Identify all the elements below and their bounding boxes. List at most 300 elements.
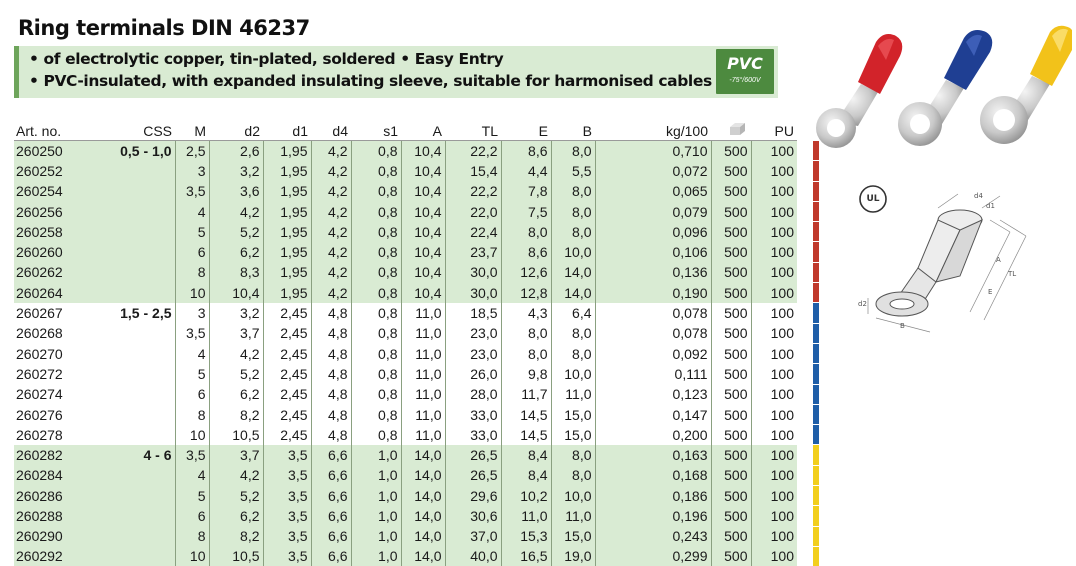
cell-s1: 0,8 <box>351 201 401 221</box>
drawing-label-a: A <box>996 256 1001 264</box>
header-d4: d4 <box>311 121 351 141</box>
cell-pu: 100 <box>751 262 797 282</box>
cell-a: 11,0 <box>401 303 445 323</box>
color-marker <box>813 201 819 221</box>
header-pu: PU <box>751 121 797 141</box>
cell-d1: 1,95 <box>263 161 311 181</box>
cell-b: 10,0 <box>551 364 595 384</box>
cell-b: 15,0 <box>551 526 595 546</box>
cell-m: 5 <box>175 486 209 506</box>
cell-d2: 5,2 <box>209 486 263 506</box>
cell-m: 3,5 <box>175 445 209 465</box>
cell-e: 12,6 <box>501 262 551 282</box>
cell-css <box>85 283 175 303</box>
table-row <box>14 526 819 546</box>
cell-s1: 0,8 <box>351 303 401 323</box>
header-kg: kg/100 <box>595 121 711 141</box>
cell-b: 15,0 <box>551 404 595 424</box>
cell-kg: 0,168 <box>595 465 711 485</box>
cell-e: 11,0 <box>501 506 551 526</box>
color-marker <box>813 506 819 526</box>
cell-d2: 5,2 <box>209 222 263 242</box>
cell-pu: 100 <box>751 445 797 465</box>
table-row <box>14 404 819 424</box>
cell-a: 11,0 <box>401 343 445 363</box>
table-row <box>14 242 819 262</box>
cell-d1: 1,95 <box>263 201 311 221</box>
cell-d1: 3,5 <box>263 526 311 546</box>
cell-art-no: 260288 <box>14 506 85 526</box>
svg-text:UL: UL <box>866 194 879 204</box>
cell-tl: 15,4 <box>445 161 501 181</box>
cell-tl: 33,0 <box>445 425 501 445</box>
cell-pu: 100 <box>751 222 797 242</box>
cell-m: 10 <box>175 546 209 566</box>
cell-e: 15,3 <box>501 526 551 546</box>
cell-m: 6 <box>175 506 209 526</box>
table-row <box>14 141 819 161</box>
cell-pack-icon: 500 <box>711 465 751 485</box>
cell-pack-icon: 500 <box>711 323 751 343</box>
cell-css <box>85 323 175 343</box>
blue-ring-terminal <box>898 30 992 146</box>
cell-tl: 26,5 <box>445 445 501 465</box>
cell-e: 8,6 <box>501 242 551 262</box>
cell-pack-icon: 500 <box>711 445 751 465</box>
cell-pu: 100 <box>751 323 797 343</box>
header-s1: s1 <box>351 121 401 141</box>
color-marker <box>813 425 819 445</box>
cell-m: 3 <box>175 303 209 323</box>
cell-m: 6 <box>175 242 209 262</box>
cell-pack-icon: 500 <box>711 141 751 161</box>
cell-a: 14,0 <box>401 486 445 506</box>
color-marker <box>813 283 819 303</box>
cell-m: 8 <box>175 404 209 424</box>
cell-css <box>85 161 175 181</box>
cell-e: 14,5 <box>501 425 551 445</box>
table-row <box>14 343 819 363</box>
cell-art-no: 260284 <box>14 465 85 485</box>
cell-kg: 0,123 <box>595 384 711 404</box>
cell-art-no: 260274 <box>14 384 85 404</box>
spec-table-wrap <box>14 121 819 566</box>
cell-tl: 22,2 <box>445 181 501 201</box>
cell-pu: 100 <box>751 141 797 161</box>
cell-s1: 0,8 <box>351 404 401 424</box>
cell-d2: 8,3 <box>209 262 263 282</box>
cell-b: 8,0 <box>551 445 595 465</box>
cell-tl: 29,6 <box>445 486 501 506</box>
cell-pu: 100 <box>751 546 797 566</box>
cell-b: 8,0 <box>551 141 595 161</box>
cell-a: 11,0 <box>401 384 445 404</box>
cell-d4: 4,2 <box>311 161 351 181</box>
header-e: E <box>501 121 551 141</box>
cell-pu: 100 <box>751 465 797 485</box>
cell-d4: 6,6 <box>311 526 351 546</box>
cell-pack-icon: 500 <box>711 161 751 181</box>
cell-pu: 100 <box>751 486 797 506</box>
cell-css <box>85 465 175 485</box>
color-marker <box>813 303 819 323</box>
cell-d1: 2,45 <box>263 364 311 384</box>
cell-art-no: 260254 <box>14 181 85 201</box>
cell-css <box>85 486 175 506</box>
cell-pu: 100 <box>751 283 797 303</box>
cell-css <box>85 384 175 404</box>
cell-e: 11,7 <box>501 384 551 404</box>
color-marker <box>813 242 819 262</box>
cell-a: 10,4 <box>401 161 445 181</box>
cell-art-no: 260250 <box>14 141 85 161</box>
cell-d1: 2,45 <box>263 323 311 343</box>
cell-a: 14,0 <box>401 506 445 526</box>
cell-e: 9,8 <box>501 364 551 384</box>
cell-d2: 4,2 <box>209 201 263 221</box>
cell-b: 11,0 <box>551 384 595 404</box>
cell-d2: 2,6 <box>209 141 263 161</box>
cell-b: 8,0 <box>551 222 595 242</box>
drawing-label-tl: TL <box>1007 270 1016 278</box>
cell-s1: 0,8 <box>351 364 401 384</box>
table-row <box>14 465 819 485</box>
cell-art-no: 260286 <box>14 486 85 506</box>
cell-b: 8,0 <box>551 465 595 485</box>
cell-d2: 3,2 <box>209 161 263 181</box>
cell-kg: 0,078 <box>595 303 711 323</box>
cell-pu: 100 <box>751 303 797 323</box>
cell-b: 14,0 <box>551 262 595 282</box>
cell-a: 10,4 <box>401 222 445 242</box>
color-marker <box>813 343 819 363</box>
cell-e: 14,5 <box>501 404 551 424</box>
cell-pu: 100 <box>751 384 797 404</box>
cell-b: 11,0 <box>551 506 595 526</box>
cell-a: 11,0 <box>401 364 445 384</box>
cell-kg: 0,111 <box>595 364 711 384</box>
cell-art-no: 260272 <box>14 364 85 384</box>
table-row <box>14 262 819 282</box>
cell-tl: 30,6 <box>445 506 501 526</box>
yellow-ring-terminal <box>980 26 1072 144</box>
drawing-label-b: B <box>900 322 905 330</box>
cell-a: 11,0 <box>401 404 445 424</box>
cell-s1: 1,0 <box>351 486 401 506</box>
cell-d2: 10,4 <box>209 283 263 303</box>
cell-d2: 6,2 <box>209 384 263 404</box>
pvc-badge-label: PVC <box>716 54 774 73</box>
cell-d1: 1,95 <box>263 262 311 282</box>
cell-m: 5 <box>175 364 209 384</box>
cell-m: 3 <box>175 161 209 181</box>
cell-d2: 4,2 <box>209 343 263 363</box>
cell-css: 4 - 6 <box>85 445 175 465</box>
table-row <box>14 201 819 221</box>
cell-d2: 6,2 <box>209 506 263 526</box>
cell-a: 10,4 <box>401 181 445 201</box>
page-title: Ring terminals DIN 46237 <box>18 16 310 40</box>
cell-d4: 4,8 <box>311 404 351 424</box>
cell-d4: 4,2 <box>311 262 351 282</box>
cell-a: 14,0 <box>401 445 445 465</box>
cell-m: 4 <box>175 201 209 221</box>
cell-e: 7,5 <box>501 201 551 221</box>
drawing-label-e: E <box>988 288 992 296</box>
cell-e: 4,3 <box>501 303 551 323</box>
cell-s1: 1,0 <box>351 445 401 465</box>
cell-s1: 1,0 <box>351 526 401 546</box>
cell-d4: 6,6 <box>311 465 351 485</box>
cell-kg: 0,190 <box>595 283 711 303</box>
cell-kg: 0,072 <box>595 161 711 181</box>
cell-a: 11,0 <box>401 323 445 343</box>
cell-kg: 0,186 <box>595 486 711 506</box>
cell-kg: 0,243 <box>595 526 711 546</box>
cell-css <box>85 262 175 282</box>
cell-pack-icon: 500 <box>711 404 751 424</box>
cell-pu: 100 <box>751 201 797 221</box>
cell-a: 11,0 <box>401 425 445 445</box>
cell-pack-icon: 500 <box>711 242 751 262</box>
cell-s1: 0,8 <box>351 242 401 262</box>
color-marker <box>813 364 819 384</box>
cell-kg: 0,196 <box>595 506 711 526</box>
cell-s1: 0,8 <box>351 262 401 282</box>
cell-d4: 4,8 <box>311 425 351 445</box>
cell-d1: 1,95 <box>263 283 311 303</box>
table-row <box>14 161 819 181</box>
cell-pack-icon: 500 <box>711 526 751 546</box>
cell-d1: 2,45 <box>263 343 311 363</box>
cell-d4: 4,2 <box>311 283 351 303</box>
cell-pu: 100 <box>751 161 797 181</box>
cell-e: 8,0 <box>501 343 551 363</box>
cell-kg: 0,106 <box>595 242 711 262</box>
cell-a: 10,4 <box>401 201 445 221</box>
cell-d1: 2,45 <box>263 384 311 404</box>
table-row <box>14 364 819 384</box>
cell-d2: 3,7 <box>209 323 263 343</box>
cell-a: 10,4 <box>401 262 445 282</box>
cell-d4: 4,2 <box>311 242 351 262</box>
cell-kg: 0,136 <box>595 262 711 282</box>
cell-d1: 3,5 <box>263 465 311 485</box>
cell-tl: 22,4 <box>445 222 501 242</box>
color-marker <box>813 546 819 566</box>
cell-b: 8,0 <box>551 181 595 201</box>
color-marker <box>813 445 819 465</box>
table-row <box>14 181 819 201</box>
cell-pack-icon: 500 <box>711 425 751 445</box>
cell-m: 10 <box>175 425 209 445</box>
cell-a: 14,0 <box>401 546 445 566</box>
cell-kg: 0,710 <box>595 141 711 161</box>
cell-kg: 0,079 <box>595 201 711 221</box>
cell-kg: 0,092 <box>595 343 711 363</box>
cell-tl: 22,2 <box>445 141 501 161</box>
cell-css <box>85 526 175 546</box>
cell-d2: 10,5 <box>209 546 263 566</box>
header-a: A <box>401 121 445 141</box>
cell-pu: 100 <box>751 343 797 363</box>
cell-d1: 3,5 <box>263 445 311 465</box>
pvc-badge-temp: -75°/600V <box>716 77 774 84</box>
cell-css <box>85 201 175 221</box>
header-art-no: Art. no. <box>14 121 85 141</box>
cell-d1: 1,95 <box>263 141 311 161</box>
cell-s1: 0,8 <box>351 425 401 445</box>
cell-d2: 3,6 <box>209 181 263 201</box>
table-row <box>14 486 819 506</box>
cell-m: 10 <box>175 283 209 303</box>
cell-tl: 26,5 <box>445 465 501 485</box>
cell-m: 4 <box>175 343 209 363</box>
cell-tl: 37,0 <box>445 526 501 546</box>
cell-art-no: 260282 <box>14 445 85 465</box>
cell-art-no: 260260 <box>14 242 85 262</box>
cell-pack-icon: 500 <box>711 384 751 404</box>
cell-s1: 1,0 <box>351 465 401 485</box>
cell-e: 8,4 <box>501 465 551 485</box>
cell-d4: 4,8 <box>311 303 351 323</box>
cell-e: 4,4 <box>501 161 551 181</box>
cell-pu: 100 <box>751 404 797 424</box>
cell-css <box>85 364 175 384</box>
cell-d1: 1,95 <box>263 222 311 242</box>
cell-d1: 2,45 <box>263 425 311 445</box>
cell-tl: 18,5 <box>445 303 501 323</box>
cell-tl: 33,0 <box>445 404 501 424</box>
cell-art-no: 260252 <box>14 161 85 181</box>
cell-pack-icon: 500 <box>711 262 751 282</box>
cell-d1: 3,5 <box>263 506 311 526</box>
color-marker <box>813 222 819 242</box>
drawing-label-d2: d2 <box>858 300 867 308</box>
table-body <box>14 141 819 566</box>
cell-art-no: 260278 <box>14 425 85 445</box>
table-row <box>14 222 819 242</box>
header-tl: TL <box>445 121 501 141</box>
cell-pack-icon: 500 <box>711 486 751 506</box>
cell-pu: 100 <box>751 181 797 201</box>
table-row <box>14 506 819 526</box>
cell-b: 6,4 <box>551 303 595 323</box>
cell-d4: 4,8 <box>311 384 351 404</box>
cell-pu: 100 <box>751 506 797 526</box>
feature-line-1: • of electrolytic copper, tin-plated, soldered • Easy Entry <box>29 50 503 68</box>
cell-d4: 6,6 <box>311 506 351 526</box>
cell-art-no: 260262 <box>14 262 85 282</box>
cell-d1: 2,45 <box>263 404 311 424</box>
cell-d4: 4,2 <box>311 201 351 221</box>
cell-e: 12,8 <box>501 283 551 303</box>
cell-pack-icon: 500 <box>711 364 751 384</box>
cell-css <box>85 343 175 363</box>
cell-d4: 6,6 <box>311 486 351 506</box>
cell-css <box>85 546 175 566</box>
cell-a: 10,4 <box>401 283 445 303</box>
table-row <box>14 323 819 343</box>
cell-e: 8,4 <box>501 445 551 465</box>
cell-art-no: 260264 <box>14 283 85 303</box>
cell-s1: 0,8 <box>351 222 401 242</box>
color-marker <box>813 384 819 404</box>
drawing-label-d1: d1 <box>986 202 995 210</box>
cell-pu: 100 <box>751 364 797 384</box>
color-marker <box>813 323 819 343</box>
cell-pack-icon: 500 <box>711 201 751 221</box>
table-row <box>14 445 819 465</box>
cell-d4: 4,8 <box>311 323 351 343</box>
cell-m: 3,5 <box>175 181 209 201</box>
cell-a: 10,4 <box>401 141 445 161</box>
cell-b: 10,0 <box>551 242 595 262</box>
cell-s1: 1,0 <box>351 546 401 566</box>
cell-css <box>85 425 175 445</box>
cell-tl: 22,0 <box>445 201 501 221</box>
cell-art-no: 260268 <box>14 323 85 343</box>
cell-tl: 30,0 <box>445 262 501 282</box>
cell-css <box>85 506 175 526</box>
cell-e: 8,0 <box>501 222 551 242</box>
cell-e: 8,6 <box>501 141 551 161</box>
cell-d4: 4,2 <box>311 141 351 161</box>
cell-tl: 28,0 <box>445 384 501 404</box>
cell-b: 10,0 <box>551 486 595 506</box>
cell-art-no: 260292 <box>14 546 85 566</box>
red-ring-terminal <box>816 34 902 148</box>
table-header-row <box>14 121 819 141</box>
color-marker <box>813 181 819 201</box>
cell-d2: 8,2 <box>209 526 263 546</box>
cell-b: 8,0 <box>551 323 595 343</box>
cell-e: 7,8 <box>501 181 551 201</box>
cell-art-no: 260290 <box>14 526 85 546</box>
cell-d4: 4,8 <box>311 364 351 384</box>
cell-css <box>85 242 175 262</box>
cell-kg: 0,163 <box>595 445 711 465</box>
cell-pack-icon: 500 <box>711 283 751 303</box>
cell-m: 8 <box>175 526 209 546</box>
cell-art-no: 260258 <box>14 222 85 242</box>
cell-css: 1,5 - 2,5 <box>85 303 175 323</box>
cell-kg: 0,147 <box>595 404 711 424</box>
cell-pack-icon: 500 <box>711 546 751 566</box>
cell-s1: 0,8 <box>351 181 401 201</box>
cell-m: 8 <box>175 262 209 282</box>
cell-b: 5,5 <box>551 161 595 181</box>
pack-icon <box>711 121 751 141</box>
technical-drawing <box>850 186 1070 336</box>
cell-m: 2,5 <box>175 141 209 161</box>
cell-a: 14,0 <box>401 465 445 485</box>
cell-d4: 4,2 <box>311 181 351 201</box>
drawing-label-d4: d4 <box>974 192 983 200</box>
color-marker <box>813 262 819 282</box>
cell-tl: 23,7 <box>445 242 501 262</box>
color-marker <box>813 161 819 181</box>
spec-table <box>14 121 819 566</box>
color-marker <box>813 526 819 546</box>
cell-b: 8,0 <box>551 201 595 221</box>
cell-b: 8,0 <box>551 343 595 363</box>
cell-s1: 1,0 <box>351 506 401 526</box>
cell-d2: 3,2 <box>209 303 263 323</box>
cell-m: 5 <box>175 222 209 242</box>
cell-s1: 0,8 <box>351 343 401 363</box>
cell-tl: 26,0 <box>445 364 501 384</box>
